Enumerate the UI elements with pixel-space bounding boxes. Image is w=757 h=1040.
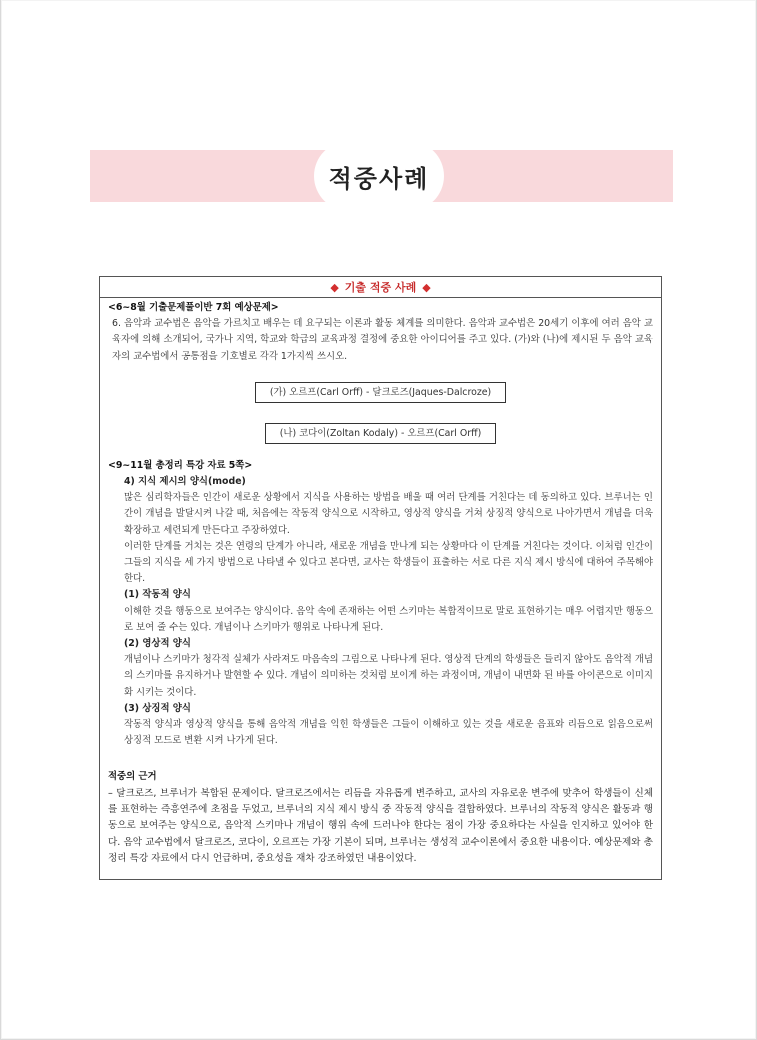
formula-a-wrap xyxy=(108,382,653,403)
page-title: 적중사례 xyxy=(328,164,430,193)
mode3-text: 작동적 양식과 영상적 양식을 통해 음악적 개념을 익힌 학생들은 그들이 이해하고 있는 것을 새로운 음표와 리듬으로 읽음으로써 상징적 모드로 변환 시켜 나가게 된다. xyxy=(124,719,653,747)
section1-title: <6~8월 기출문제풀이반 7회 예상문제> xyxy=(108,302,279,313)
case-box-title: 기출 적중 사례 xyxy=(344,281,417,294)
section1-question: 6. 음악과 교수법은 음악을 가르치고 배우는 데 요구되는 이론과 활동 체계를 의미한다. 음악과 교수법은 20세기 이후에 여러 음악 교육자에 의해 소개되어, 국가나 지역, 학교와 학급의 교육과정 결정에 중요한 아이디어를 주고 있다. (가)와 (나)에 제시된 두 음악 교육자의 교수법에서 공통점을 기호별로 각각 1가지씩 쓰시오. xyxy=(112,318,653,362)
title-pill xyxy=(314,141,444,211)
basis-text: – 달크로즈, 브루너가 복합된 문제이다. 달크로즈에서는 리듬을 자유롭게 변주하고, 교사의 자유로운 변주에 맞추어 학생들이 신체를 표현하는 즉흥연주에 초점을 두었고, 브루너의 지식 제시 방식 중 작동적 양식을 결합하였다. 브루너의 작동적 양식은 활동과 행동으로 보여주는 양식으로, 음악적 스키마나 개념이 행위 속에 드러나야 한다는 점이 가장 중요하다는 사실을 인지하고 있어야 한다. 음악 교수법에서 달크로즈, 코다이, 오르프는 가장 기본이 되며, 브루너는 생성적 교수이론에서 중요한 내용이다. 예상문제와 총정리 특강 자료에서 다시 언급하며, 중요성을 재차 강조하였던 내용이었다. xyxy=(108,787,653,865)
section2-title: <9~11월 총정리 특강 자료 5쪽> xyxy=(108,459,253,471)
formula-b-wrap xyxy=(108,423,653,444)
mode1-text: 이해한 것을 행동으로 보여주는 양식이다. 음악 속에 존재하는 어떤 스키마는 복합적이므로 말로 표현하기는 매우 어렵지만 행동으로 보여 줄 수는 있다. 개념이나 스키마가 행위로 나타나게 된다. xyxy=(124,605,653,633)
formula-a: (가) 오르프(Carl Orff) - 달크로즈(Jaques-Dalcroze) xyxy=(255,382,506,403)
case-box-header xyxy=(100,277,661,298)
mode1-title: (1) 작동적 양식 xyxy=(124,589,191,601)
section2-intro2: 이러한 단계를 거치는 것은 연령의 단계가 아니라, 새로운 개념을 만나게 되는 상황마다 이 단계를 거친다는 것이다. 이처럼 인간이 그들의 지식을 세 가지 방법으로 나타낼 수 있다고 본다면, 교사는 학생들이 표출하는 서로 다른 지식 제시 방식에 대하여 주목해야 한다. xyxy=(124,540,653,585)
section2-intro1: 많은 심리학자들은 인간이 새로운 상황에서 지식을 사용하는 방법을 배울 때 여러 단계를 거친다는 데 동의하고 있다. 브루너는 인간이 개념을 발달시켜 나갈 때, 처음에는 작동적 양식으로 시작하고, 영상적 양식을 거쳐 상징적 양식으로 나아가면서 개념을 더욱 확장하고 세련되게 만든다고 주장하였다. xyxy=(124,492,653,536)
diamond-right-icon: ◆ xyxy=(422,280,431,294)
case-content xyxy=(100,298,661,868)
formula-b: (나) 코다이(Zoltan Kodaly) - 오르프(Carl Orff) xyxy=(265,423,496,444)
section2-heading: 4) 지식 제시의 양식(mode) xyxy=(124,476,246,488)
diamond-left-icon: ◆ xyxy=(330,280,339,294)
case-box xyxy=(99,276,662,880)
mode2-text: 개념이나 스키마가 청각적 실체가 사라져도 마음속의 그림으로 나타나게 된다. 영상적 단계의 학생들은 들리지 않아도 음악적 개념의 스키마를 유지하거나 발현할 수 있다. 개념이 의미하는 것처럼 보이게 하는 과정이며, 개념이 내면화 된 바를 아이콘으로 이미지화 시키는 것이다. xyxy=(124,654,653,698)
mode2-title: (2) 영상적 양식 xyxy=(124,638,191,650)
basis-title: 적중의 근거 xyxy=(108,771,157,783)
mode3-title: (3) 상징적 양식 xyxy=(124,702,191,714)
